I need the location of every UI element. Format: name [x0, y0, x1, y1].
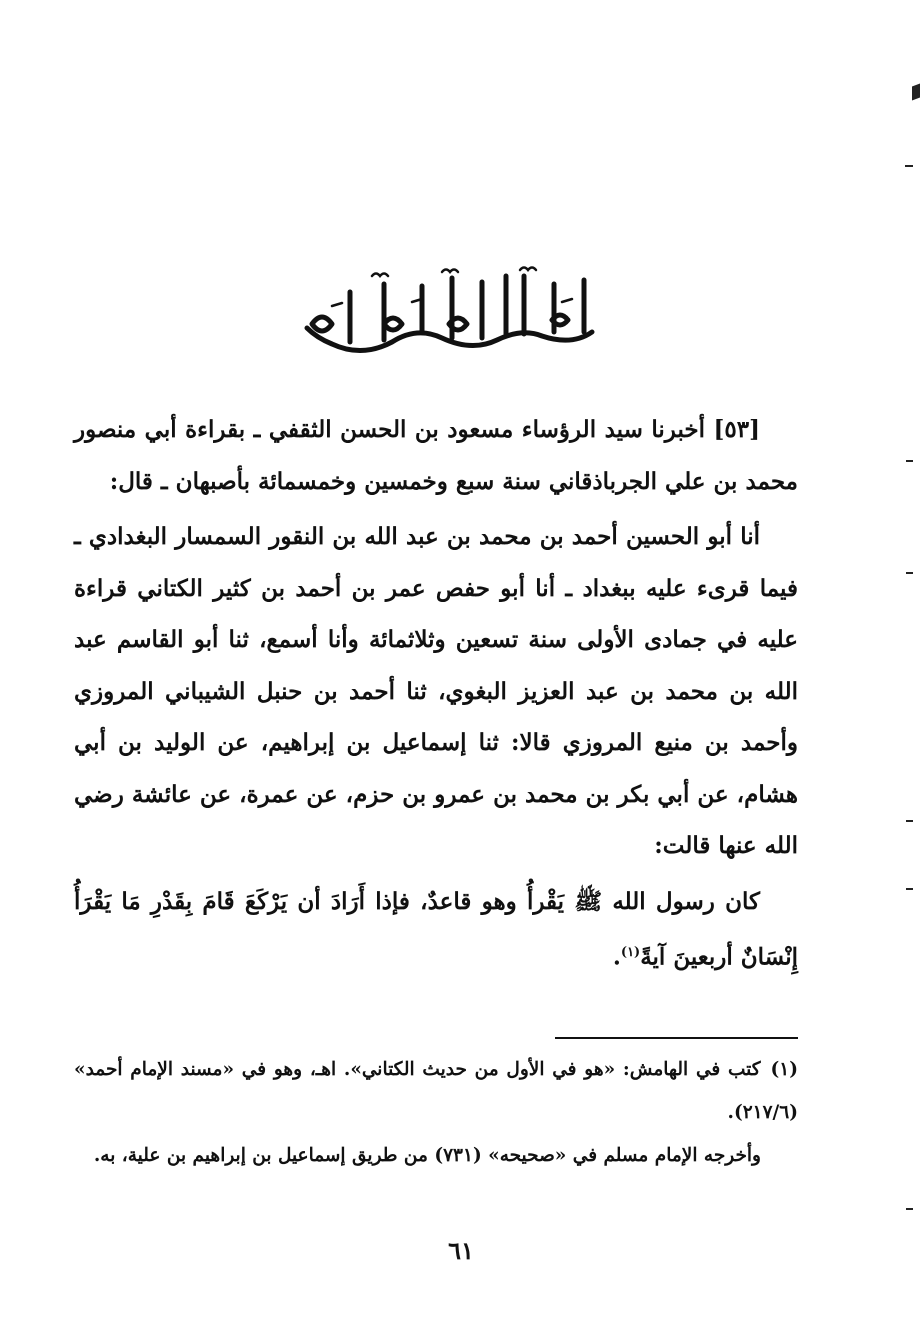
scan-mark: [906, 888, 913, 890]
scan-mark: [906, 460, 913, 462]
scan-mark: [905, 165, 913, 167]
footnote-item: [74, 1134, 798, 1177]
footnote-reference: (١): [620, 945, 641, 960]
hadith-paragraph: [74, 404, 798, 507]
scan-mark: [912, 84, 920, 101]
page-number: ٦١: [448, 1236, 474, 1265]
scan-mark: [906, 572, 913, 574]
matn-end: .: [612, 943, 621, 971]
footnotes: [74, 1048, 798, 1177]
isnad-paragraph: [74, 511, 798, 872]
scan-mark: [906, 1208, 913, 1210]
footnote-text: كتب في الهامش: «هو في الأول من حديث الكتاني». اهـ، وهو في «مسند الإمام أحمد» (٢١٧/٦).: [74, 1059, 798, 1123]
isnad-text: أنا أبو الحسين أحمد بن محمد بن عبد الله بن النقور السمسار البغدادي ـ فيما قرىء عليه ببغداد ـ أنا أبو حفص عمر بن أحمد بن كثير الكتاني قراءة عليه في جمادى الأولى سنة تسعين وثلاثمائة وأنا أسمع، ثنا أبو القاسم عبد الله بن محمد بن عبد العزيز البغوي، ثنا أحمد بن حنبل الشيباني المروزي وأحمد بن منيع المروزي قالا: ثنا إسماعيل بن إبراهيم، عن الوليد بن أبي هشام، عن أبي بكر بن محمد بن عمرو بن حزم، عن عمرة، عن عائشة رضي الله عنها قالت:: [74, 523, 798, 859]
footnote-separator: [555, 1037, 798, 1039]
footnote-item: [74, 1048, 798, 1134]
main-text: [74, 404, 798, 983]
footnote-text: وأخرجه الإمام مسلم في «صحيحه» (٧٣١) من طريق إسماعيل بن إبراهيم بن علية، به.: [93, 1145, 761, 1166]
scan-mark: [906, 820, 913, 822]
basmala-calligraphy: [292, 262, 612, 362]
matn-text: كان رسول الله ﷺ يَقْرأُ وهو قاعدٌ، فإذا أَرَادَ أن يَرْكَعَ قَامَ بِقَدْرِ مَا يَقْرَأُ إِنْسَانٌ أربعينَ آيةً: [74, 887, 798, 971]
hadith-number: [٥٣]: [713, 416, 760, 443]
footnote-number: (١): [770, 1059, 798, 1080]
matn-paragraph: [74, 876, 798, 984]
isnad-intro-text: أخبرنا سيد الرؤساء مسعود بن الحسن الثقفي ـ بقراءة أبي منصور محمد بن علي الجرباذقاني سنة سبع وخمسين وخمسمائة بأصبهان ـ قال:: [74, 416, 798, 495]
